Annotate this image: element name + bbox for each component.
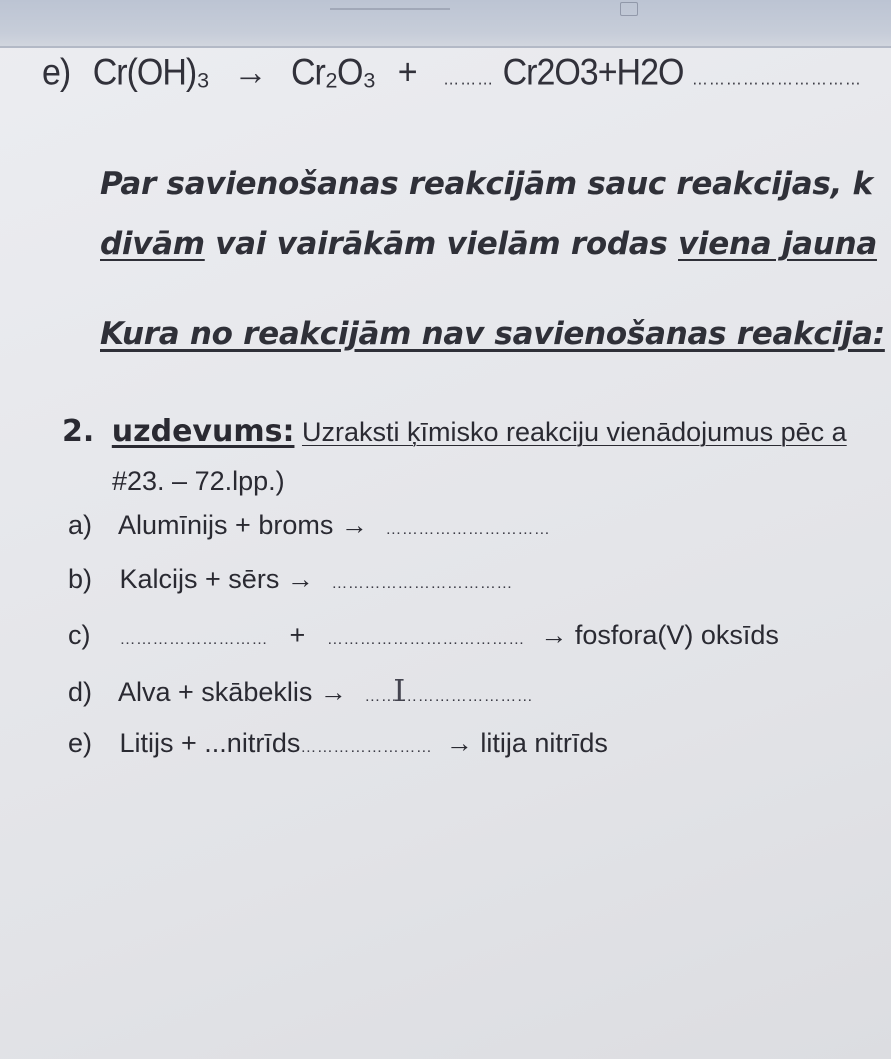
exercise-item-c: [68, 620, 779, 651]
item-c-plus: +: [289, 620, 306, 650]
item-d-letter: d): [68, 677, 93, 707]
item-e-result: → litija nitrīds: [445, 728, 608, 758]
text-cursor-icon: I: [393, 674, 406, 709]
item-c-blank-1[interactable]: ………………………: [119, 631, 269, 648]
exercise-item-b: [68, 564, 513, 595]
item-d-text: Alva + skābeklis →: [118, 677, 347, 707]
task-heading: [62, 414, 847, 449]
item-e-text: Litijs + ...nitrīds: [119, 728, 301, 758]
equation-e-answer[interactable]: Cr2O3+H2O: [502, 52, 684, 94]
definition-underlined-phrase: viena jauna: [678, 226, 877, 262]
equation-e-label: e): [42, 52, 71, 94]
exercise-item-a: [68, 510, 550, 541]
task-instruction: Uzraksti ķīmisko reakciju vienādojumus pēc a: [301, 417, 847, 447]
item-b-blank[interactable]: ……………………………: [331, 575, 513, 592]
item-c-blank-2[interactable]: ………………………………: [326, 631, 525, 648]
item-e-blank[interactable]: ……………………: [300, 739, 433, 756]
task-reference: #23. – 72.lpp.): [112, 466, 285, 496]
window-icon: [620, 2, 638, 16]
item-c-letter: c): [68, 620, 91, 650]
item-b-text: Kalcijs + sērs →: [119, 564, 314, 594]
equation-e-line: [42, 52, 862, 94]
top-divider: [0, 46, 891, 48]
item-a-text: Alumīnijs + broms →: [118, 510, 368, 540]
item-e-letter: e): [68, 728, 93, 758]
exercise-item-e: [68, 728, 608, 759]
definition-middle-text: vai vairākām vielām rodas: [204, 226, 679, 262]
equation-e-reactant: Cr(OH)₃: [92, 52, 210, 94]
task-keyword: uzdevums:: [111, 414, 295, 449]
item-a-blank[interactable]: …………………………: [385, 521, 551, 538]
equation-e-arrow: →: [233, 52, 267, 94]
equation-e-blank-end: …………………………: [691, 70, 862, 89]
item-d-blank-end[interactable]: ……………………: [401, 688, 534, 705]
equation-e-plus: +: [397, 52, 417, 94]
definition-line-2: [100, 226, 877, 262]
exercise-item-d: [68, 674, 533, 709]
cut-off-text-fragment: [330, 0, 450, 10]
equation-e-product: Cr₂O₃: [290, 52, 376, 94]
equation-e-blank-start: ………: [443, 70, 495, 89]
item-c-result: → fosfora(V) oksīds: [540, 620, 779, 650]
definition-underlined-word: divām: [100, 226, 205, 262]
task-number: 2.: [62, 414, 95, 449]
question-heading: Kura no reakcijām nav savienošanas reakcija:: [100, 316, 885, 352]
definition-line-1: Par savienošanas reakcijām sauc reakcijas, k: [100, 166, 873, 202]
item-a-letter: a): [68, 510, 93, 540]
item-d-blank-start[interactable]: ……: [364, 688, 398, 705]
item-b-letter: b): [68, 564, 93, 594]
top-photo-edge: [0, 0, 891, 48]
